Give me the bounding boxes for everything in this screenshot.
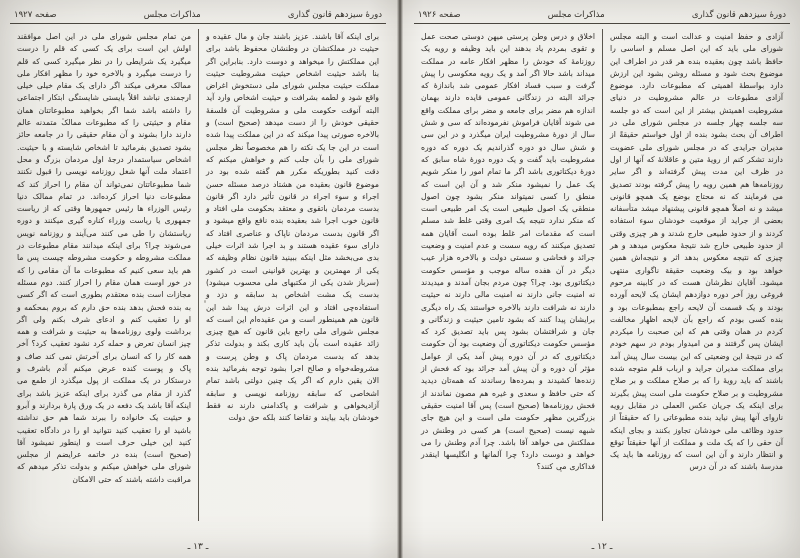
page-header-page-label: صفحه ۱۹۲۶ bbox=[418, 10, 461, 20]
scan-speck bbox=[204, 300, 206, 303]
text-column-left: من تمام مجلس شورای ملی در این اصل موافقند اولش این است برای یک کسی که قلم را درست میگیرد یک شرایطی را در نظر میگیرد کسی که قلم را درست میگیرد و بالاخره خود را مظهر افکار ملی ممالک معرفی میکند اگر دارای یک مقام خیلی خیلی ارجمندی نباشد اقلاً بایستی شایستگی ابتکار اجتماعی را داشته باشد شما اگر بخواهید مطبوعاتتان همان مقام و حیثیتی را که مطبوعات ممالک متمدنه عالم دارند دارا بشوند و آن مقام حقیقی را در جامعه حائز بشود تصدیق بفرمائید تا اشخاص شایسته و با حیثیت. اشخاص سیاستمدار درجهٔ اول مردمان بزرگ و محل اعتماد ملت آنها شغل روزنامه نویسی را قبول نکنند شما مطبوعاتتان نمی‌تواند آن مقام را احراز کند که مطبوعات دنیا احراز کرده‌اند. در تمام ممالک دنیا رئیس الوزراء ها رئیس جمهورها وقتی که از ریاست جمهوری یا ریاست وزراء کناره گیری میکنند و دوره ریاستشان را طی می کنند می‌آیند و روزنامه نویس می‌شوند چرا؟ برای اینکه میدانند مقام مطبوعات در مملکت مشروطه و حکومت مشروطه چیست پس ما هم باید سعی کنیم که مطبوعات ما آن مقامی را که در خور اوست همان مقام را احراز کنند. دوم مسئله مجازات است بنده معتقدم بطوری است که اگر کسی به بنده فحش بدهد بنده حق دارم که بروم بمحکمه و او را تعقیب کنم و ادعای شرف بکنم ولی اگر برداشت ولوی روزنامه‌ها به حیثیت و شرافت و همه چیز انسان تعرض و حمله کرد نشود تعقیب کرد؟ آخر همه کار را که انسان برای آخرتش نمی کند صاف و پاک و پوست کنده عرض میکنم آدم باشرف و درستکار در یک مملکت از پول میگذرد از طمع می گذرد از مقام می گذرد برای اینکه عزیز باشد برای اینکه آقا باشد یک دفعه در یک ورق پارهٔ بردارند و آبرو و حیثیت یک خانواده را ببرند شما هم حق نداشته باشید او را تعقیب کنید نتوانید او را در دادگاه تعقیب کنید این خیلی حرف است و اینطور نمیشود آقا (صحیح است) بنده در خاتمه عرایضم از مجلس شورای ملی خواهش میکنم و بدولت تذکر میدهم که مراقبت داشته باشند که حتی الامکان bbox=[17, 32, 191, 484]
book-gutter bbox=[397, 0, 403, 558]
page-header-title: مذاکرات مجلس bbox=[547, 10, 605, 20]
page-header-page-label: صفحه ۱۹۲۷ bbox=[14, 10, 57, 20]
text-column-right: آزادی و حفظ امنیت و عدالت است و البته مجلس شورای ملی باید که این اصل مسلم و اساسی را حافظ باشد چون بعقیده بنده هر قدر در اطراف این موضوع بحث شود و مسئله روشن بشود این ارزش دارد بواسطهٔ اهمیتی که مطبوعات دارد. موضوع آزادی مطبوعات در عالم مشروطیت در دنیای مشروطیت اهمیتش بیشتر از این است که دو جلسه سه جلسه چهار جلسه در مجلس شورای ملی در اطراف آن بحث بشود بنده از اول خواستم حقیقةً از مدیران جرایدی که در مجلس شورای ملی عضویت دارند تشکر کنم از رویهٔ متین و عاقلانهٔ که آنها از اول در ظرف این مدت پیش گرفته‌اند و اگر سایر روزنامه‌ها هم همین رویه را پیش گرفته بودند تصدیق می فرمایند که نه محتاج بوضع یک همچو قانونی میشد و نه اصلاً همچو قانونی پیشنهاد میشد متأسفانه بعضی از جراید از موقعیت خودشان سوء استفاده کردند و از حدود طبیعی خارج شدند و هر چیزی وقتی از حدود طبیعی خارج شد نتیجهٔ معکوس میدهد و هر چیزی که نتیجه معکوس بدهد اثر و نتیجه‌اش همین خواهد بود و بیک وضعیت حقیقة ناگواری منتهی میشود. آقایان نظرشان هست که در کابینه مرحوم فروغی روز آخر دوره دوازدهم ایشان یک لایحه آورده بودند و یک قسمت آن لایحه راجع بمطبوعات بود و بنده کسی بودم که راجع بآن لایحه اظهار مخالفت کردم در همان وقتی هم که این صحبت را میکردم ایشان پس گرفتند و من امیدوار بودم در سهم خودم که در نتیجهٔ این وضعیتی که این بیست سال پیش آمد برای مملکت مدیران جراید و ارباب قلم متوجه شده باشند که باید رویهٔ را که بر صلاح مملکت و بر صلاح مشروطیت و بر صلاح حکومت ملی است پیش بگیرند برای اینکه یک جریان عکس العملی در مقابل رویه ناروای آنها پیش نیاید بنده مطبوعاتی را که حقیقتاً از حدود وظائف ملی خودشان تجاوز بکنند و بجای اینکه آن حقی را که یک ملت و مملکت از آنها حقیقتاً توقع و انتظار دارند و آن این است که روزنامه ها باید یک مدرسهٔ باشند که در آن درس bbox=[602, 29, 790, 521]
page-header-edition: دورۀ سیزدهم قانون گذاری bbox=[287, 10, 382, 20]
text-column-left: اخلاق و درس وطن پرستی میهن دوستی صحت عمل و تقوی بمردم یاد بدهند این باید وظیفه و رویه یک روزنامهٔ که خودش را مظهر افکار عامه در مملکت میداند باشد حالا اگر آمد و یک رویه معکوسی را پیش گرفت و سبب فساد افکار عمومی شد باندازهٔ که جرائد البته در زندگانی عمومی فایده دارند بهمان اندازه هم مضر برای جامعه و مضر برای مملکت واقع می شوند آقایان فراموش نفرموده‌اند که سی و شش سال از دورهٔ مشروطیت ایران میگذرد و در این سی و شش سال دو دوره گذراندیم یک دوره که دوره مشروطیت باید گفت و یک دوره دورهٔ شاه سابق که دورهٔ دیکتاتوری باشد اگر ما تمام امور را منکر شویم یک عمل را نمیشود منکر شد و آن این است که منطق را کسی نمیتواند منکر بشود چون اصول منطقی یک اصول طبیعی است یک امر طبیعی است که منکر ندارد نتیجه یک امری وقتی غلط شد مسلم است که مقدمات امر غلط بوده است آقایان همه تصدیق میکنند که رویه سست و عدم امنیت و وضعیت جرائد و فحاشی و سستی دولت و بالاخره هزار عیب دیگر در آن هفده ساله موجب و مؤسس حکومت دیکتاتوری بود. چرا؟ چون مردم بجان آمدند و میدیدند نه امنیت جانی دارند نه امنیت مالی دارند نه حیثیت دارند نه شرافت دارند بالاخره خواستند یک راه دیگری برایشان پیدا کنند که بشود تامین حیثیت و زندگانی و جان و شرافتشان بشود پس باید تصدیق کرد که مؤسس حکومت دیکتاتوری آن وضعیت بود آن حکومت دیکتاتوری که در آن دوره پیش آمد یکی از عوامل مؤثر آن دوره و آن پیش آمد جرائد بود که فحش از زنده‌ها کشیدند و بمرده‌ها رساندند که همه‌تان دیدید که حتی حافظ و سعدی و غیره هم مصون نماندند از فحش روزنامه‌ها (صحیح است) پس آقا امنیت حقیقی بزرگترین مظهر حکومت ملی است و این هیچ جای شبهه نیست (صحیح است) هر کسی در وطنش در مملکتش می خواهد آقا باشد. چرا آدم وطنش را می خواهد و دوست دارد؟ چرا آلمانها و انگلیسها اینقدر فداکاری می کنند؟ bbox=[421, 32, 595, 472]
folio-number: ـ ۱۳ ـ bbox=[187, 542, 209, 552]
page-header-title: مذاکرات مجلس bbox=[143, 10, 201, 20]
scan-speck bbox=[62, 118, 64, 120]
page-1927-header bbox=[0, 0, 396, 23]
text-column-right: برای اینکه آقا باشند. عزیز باشند جان و مال عقیده و حیثیت در مملکتشان در وطنشان محفوظ باشد برای این مملکتش را میخواهد و دوست دارد. بنابراین اگر بنا باشد حیثیت اشخاص حیثیت مشروطیت حیثیت مملکت حیثیت مجلس شورای ملی دستخوش اغراض واقع شود و لطمه بشرافت و حیثیت اشخاص وارد آید البته آنوقت حکومت ملی و مشروطیت آن فلسفهٔ حقیقی خودش را از دست میدهد (صحیح است) و بالاخره صورتی پیدا میکند که در این مملکت پیدا شده است در این جا یک نکته را هم مخصوصاً نظر مجلس شورای ملی را بآن جلب کنم و خواهش میکنم که دقت کنید بطوریکه مکرر هم گفته شده بود در موضوع قانون بعقیده من هشتاد درصد مسئله حسن اجراء و سوء اجراء در قانون تأثیر دارد اگر قانون بدست مردمان باتقوی و معتقد بحکومت ملی افتاد و قانون خوب اجرا شد بعقیده بنده نافع واقع میشود و اگر قانون بدست مردمان ناپاک و عناصری افتاد که دارای سوء عقیده هستند و بد اجرا شد اثرات خیلی بدی می‌بخشد مثل اینکه ببینید قانون نظام وظیفه که یکی از مهمترین و بهترین قوانینی است در کشور (سرباز شدن یکی از مکتبهای ملی محسوب میشود) بدست یک مشت اشخاص بد سابقه و دزد و استفاده‌چی افتاد و این اثرات درش پیدا شد این قانون هم همینطور است و من عقیده‌ام این است که مجلس شورای ملی راجع باین قانون که هیچ چیزی زائد عقیده است بآن باید کاری بکند و بدولت تذکر بدهد که بدست مردمان پاک و وطن پرست و مشروطه‌خواه و صالح اجرا بشود توجه بفرمائید بنده الان یقین دارم که اگر یک چنین دولتی باشد تمام اشخاصی که سابقه روزنامه نویسی و سابقه آزادیخواهی و شرافت و پاکدامنی دارند نه فقط خودشان باید بیایند و تقاضا کنند بلکه حق دولت bbox=[198, 29, 386, 521]
page-header-edition: دورۀ سیزدهم قانون گذاری bbox=[691, 10, 786, 20]
scan-speck bbox=[560, 470, 562, 472]
folio-number: ـ ۱۲ ـ bbox=[591, 542, 613, 552]
page-1926-columns bbox=[404, 24, 800, 521]
page-1926-header bbox=[404, 0, 800, 23]
page-1927-columns bbox=[0, 24, 396, 521]
page-1927 bbox=[0, 0, 396, 558]
page-1926 bbox=[404, 0, 800, 558]
